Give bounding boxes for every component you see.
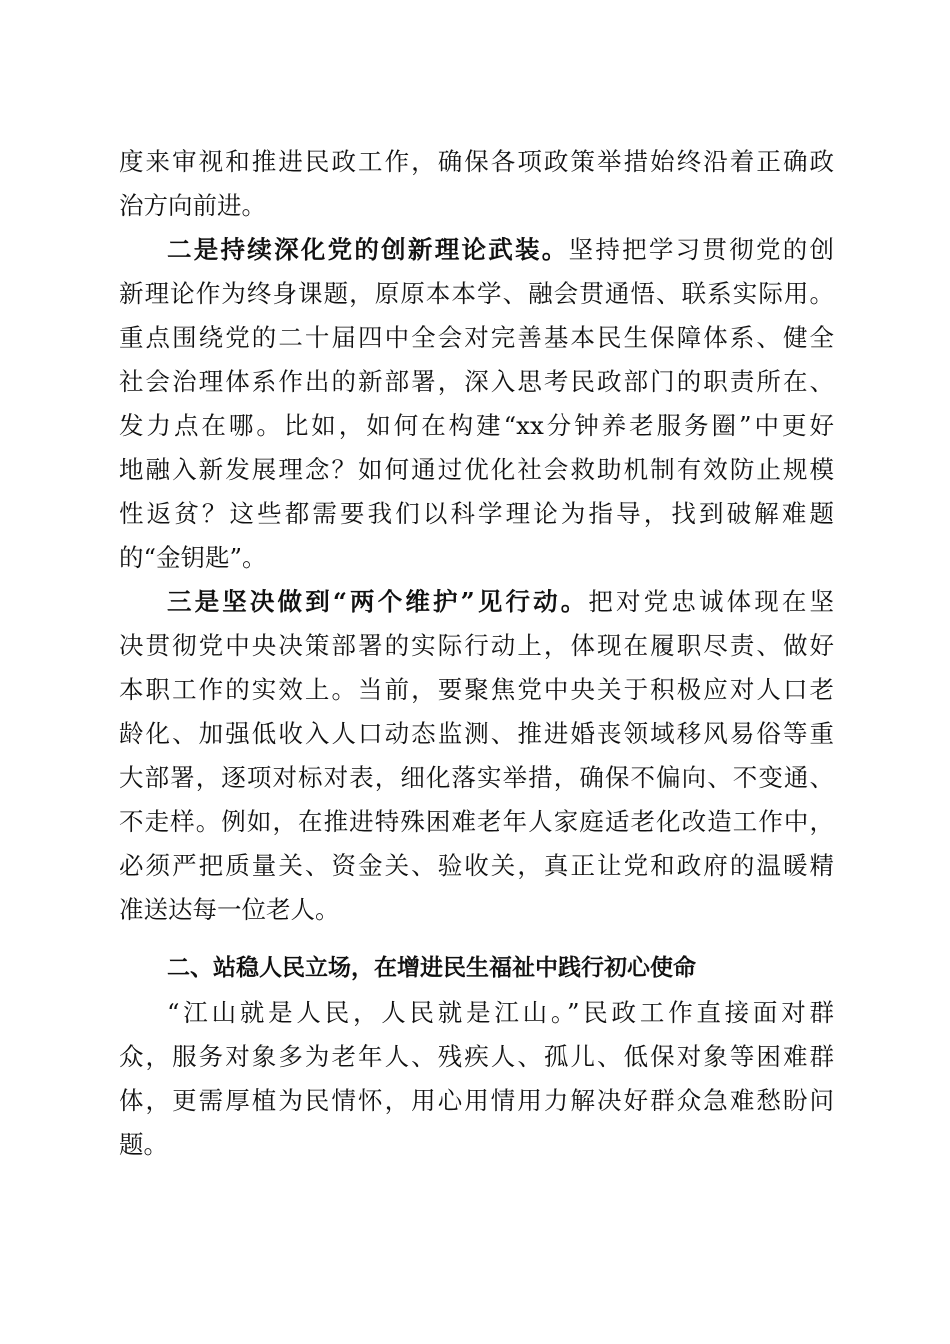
paragraph-line: 的“金钥匙”。 (119, 543, 267, 572)
paragraph-line: 发力点在哪。比如，如何在构建“xx分钟养老服务圈”中更好 (119, 411, 834, 440)
paragraph-line: 众，服务对象多为老年人、残疾人、孤儿、低保对象等困难群 (119, 1042, 834, 1071)
paragraph-line: 治方向前进。 (119, 191, 266, 220)
paragraph-first-line (167, 582, 834, 622)
paragraph-line: 本职工作的实效上。当前，要聚焦党中央关于积极应对人口老 (119, 675, 834, 704)
paragraph-line: 社会治理体系作出的新部署，深入思考民政部门的职责所在、 (119, 367, 834, 396)
paragraph-line: 题。 (119, 1130, 168, 1159)
paragraph-lead: 三是坚决做到“两个维护”见行动。 (167, 587, 589, 616)
paragraph-line: 不走样。例如，在推进特殊困难老年人家庭适老化改造工作中， (119, 807, 834, 836)
paragraph-line: 地融入新发展理念？如何通过优化社会救助机制有效防止规模 (119, 455, 834, 484)
paragraph-lead: 二是持续深化党的创新理论武装。 (167, 235, 569, 264)
paragraph-line: 必须严把质量关、资金关、验收关，真正让党和政府的温暖精 (119, 851, 834, 880)
paragraph-line: 重点围绕党的二十届四中全会对完善基本民生保障体系、健全 (119, 323, 834, 352)
paragraph-line: 决贯彻党中央决策部署的实际行动上，体现在履职尽责、做好 (119, 631, 834, 660)
paragraph-line: 龄化、加强低收入人口动态监测、推进婚丧领域移风易俗等重 (119, 719, 834, 748)
paragraph-line: 性返贫？这些都需要我们以科学理论为指导，找到破解难题 (119, 499, 834, 528)
section-heading: 二、站稳人民立场，在增进民生福祉中践行初心使命 (167, 955, 696, 981)
paragraph-line: 大部署，逐项对标对表，细化落实举措，确保不偏向、不变通、 (119, 763, 834, 792)
paragraph-first-line: “江山就是人民，人民就是江山。”民政工作直接面对群 (167, 998, 834, 1027)
paragraph-line: 准送达每一位老人。 (119, 895, 340, 924)
paragraph-line: 新理论作为终身课题，原原本本学、融会贯通悟、联系实际用。 (119, 279, 834, 308)
paragraph-line: 度来审视和推进民政工作，确保各项政策举措始终沿着正确政 (119, 147, 834, 176)
paragraph-first-line (167, 230, 834, 270)
paragraph-text: 坚持把学习贯彻党的创 (568, 235, 834, 264)
paragraph-text: 把对党忠诚体现在坚 (588, 587, 835, 616)
paragraph-line: 体，更需厚植为民情怀，用心用情用力解决好群众急难愁盼问 (119, 1086, 834, 1115)
